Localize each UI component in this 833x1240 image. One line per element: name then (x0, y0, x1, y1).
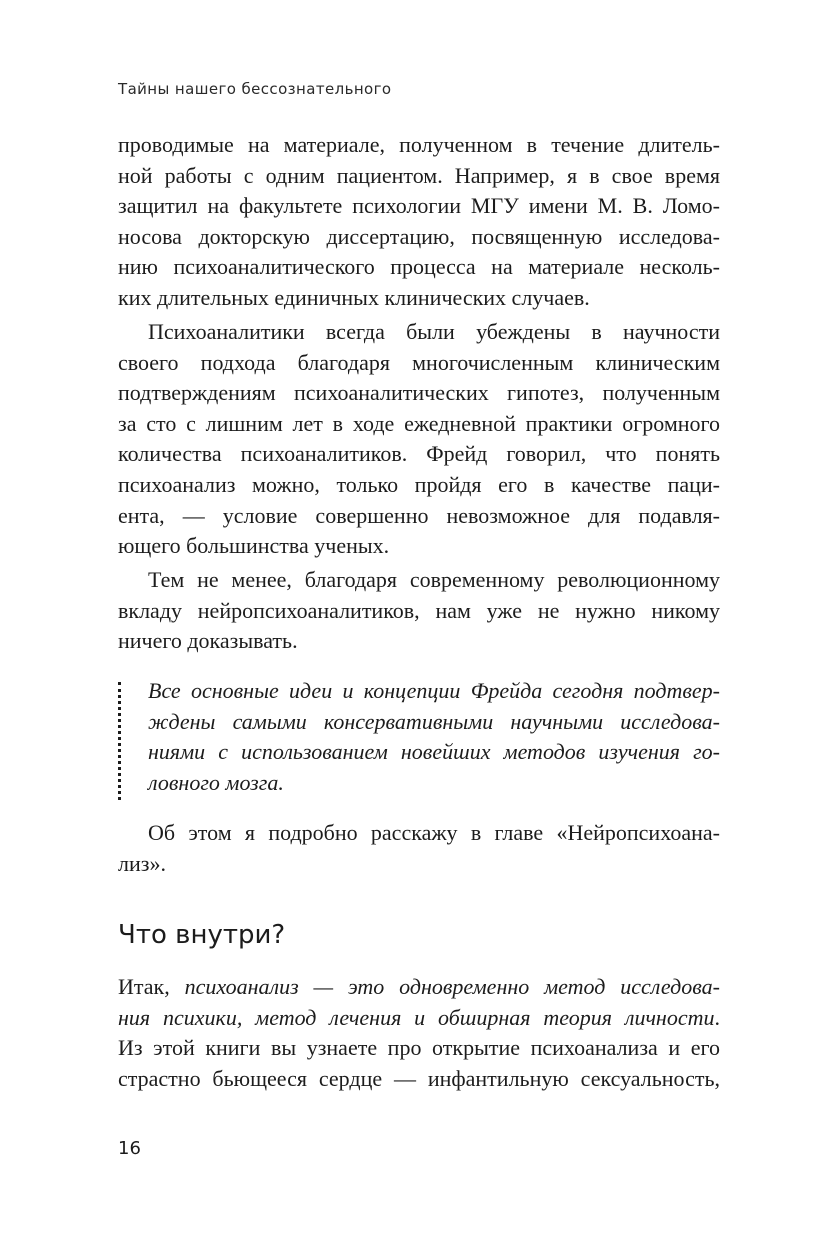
text-line: ента, — условие совершенно невозможное для подавля- (118, 502, 720, 528)
paragraph-2 (118, 317, 720, 562)
text-line: нию психоаналитического процесса на материале несколь- (118, 254, 720, 280)
running-head: Тайны нашего бессознательного (118, 80, 392, 98)
emphasis-text: психоанализ — это одновременно метод исследова- (184, 974, 720, 999)
text-line (118, 1003, 720, 1034)
text-line: ничего доказывать. (118, 628, 298, 654)
text-run: . (714, 1004, 720, 1030)
text-line: своего подхода благодаря многочисленным клиническим (118, 349, 720, 375)
callout-quote (118, 676, 720, 804)
section-heading: Что внутри? (118, 920, 286, 950)
text-line: защитил на факультете психологии МГУ имени М. В. Ломо- (118, 193, 720, 219)
text-line: ждены самыми консервативными научными исследова- (148, 708, 720, 734)
text-line: ющего большинства ученых. (118, 533, 390, 559)
page-number: 16 (118, 1138, 141, 1159)
callout-text (148, 676, 720, 798)
paragraph-3 (118, 565, 720, 657)
text-line: за сто с лишним лет в ходе ежедневной практики огромного (118, 410, 720, 436)
text-line: ной работы с одним пациентом. Например, я в свое время (118, 162, 720, 188)
text-line: лиз». (118, 850, 166, 876)
text-line: подтверждениям психоаналитических гипотез, полученным (118, 380, 720, 406)
paragraph-4 (118, 818, 720, 879)
text-line: страстно бьющееся сердце — инфантильную сексуальность, (118, 1065, 720, 1091)
text-line: Из этой книги вы узнаете про открытие психоанализа и его (118, 1035, 720, 1061)
text-line: Психоаналитики всегда были убеждены в научности (148, 319, 720, 344)
text-line: Тем не менее, благодаря современному революционному (148, 567, 720, 592)
text-line (118, 972, 720, 1003)
text-line: ловного мозга. (148, 769, 284, 795)
paragraph-1 (118, 130, 720, 314)
text-line: носова докторскую диссертацию, посвященную исследова- (118, 223, 720, 249)
text-line: Все основные идеи и концепции Фрейда сегодня подтвер- (148, 678, 720, 703)
dotted-rule (118, 682, 121, 800)
text-line: Об этом я подробно расскажу в главе «Нейропсихоана- (148, 820, 720, 845)
text-line: ниями с использованием новейших методов изучения го- (148, 739, 720, 765)
text-line: количества психоаналитиков. Фрейд говорил, что понять (118, 441, 720, 467)
paragraph-5 (118, 972, 720, 1094)
emphasis-text: ния психики, метод лечения и обширная теория личности (118, 1004, 715, 1030)
text-line: вкладу нейропсихоаналитиков, нам уже не нужно никому (118, 597, 720, 623)
text-line: проводимые на материале, полученном в течение длитель- (118, 132, 720, 157)
text-line: психоанализ можно, только пройдя его в качестве паци- (118, 471, 720, 497)
text-line: ких длительных единичных клинических случаев. (118, 284, 590, 310)
text-run: Итак, (118, 974, 185, 999)
